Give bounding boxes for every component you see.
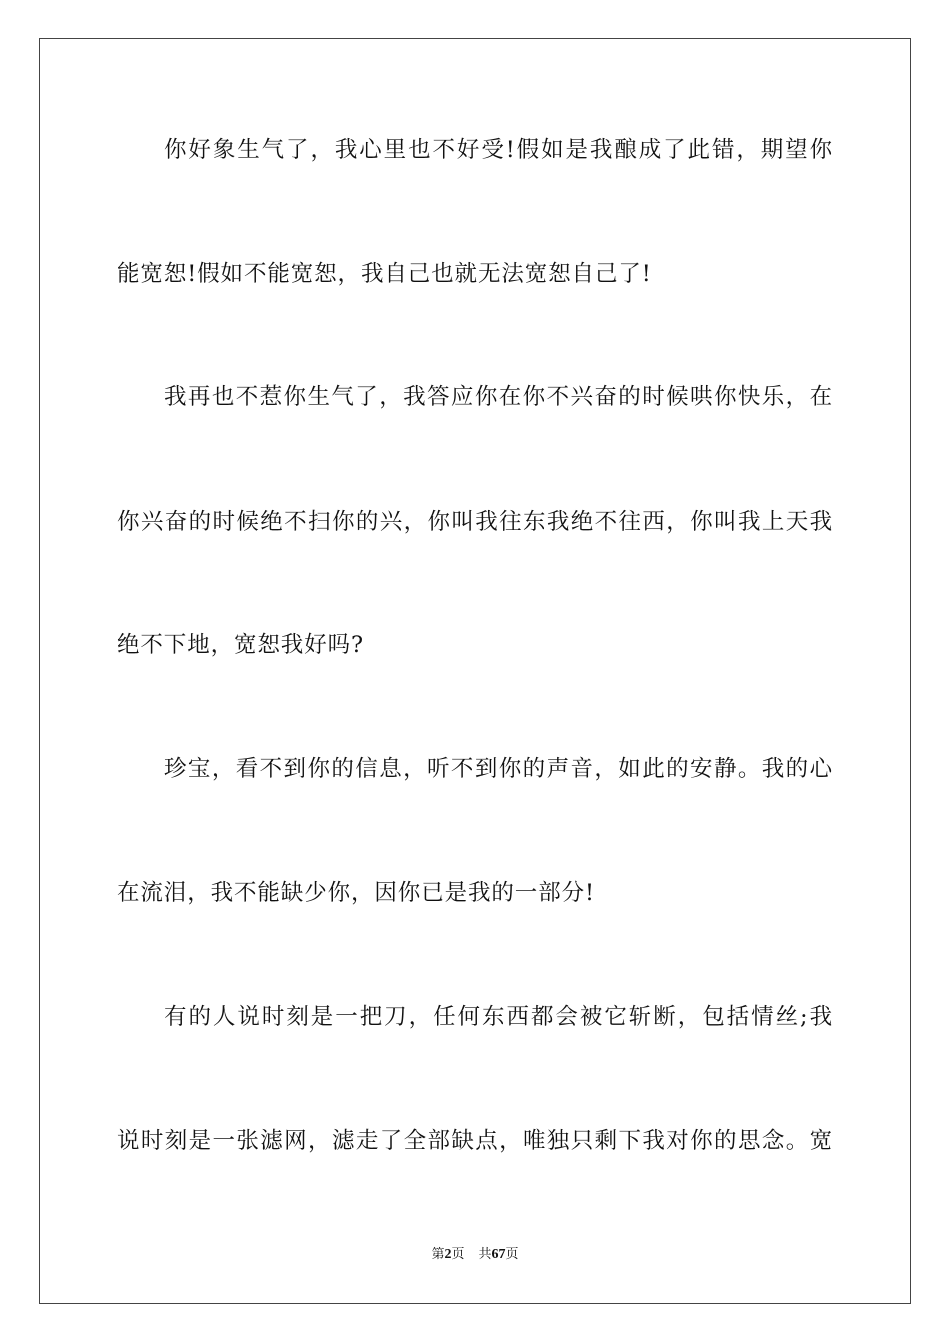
total-suffix: 页 xyxy=(505,1247,519,1262)
page-footer xyxy=(0,1246,950,1264)
paragraph-2-line-3: 绝不下地，宽恕我好吗? xyxy=(117,632,364,658)
paragraph-2-line-1: 我再也不惹你生气了，我答应你在你不兴奋的时候哄你快乐，在 xyxy=(164,384,833,410)
paragraph-2-line-2: 你兴奋的时候绝不扫你的兴，你叫我往东我绝不往西，你叫我上天我 xyxy=(117,509,833,535)
paragraph-4-line-1: 有的人说时刻是一把刀，任何东西都会被它斩断，包括情丝;我 xyxy=(164,1004,833,1030)
paragraph-3-line-2: 在流泪，我不能缺少你，因你已是我的一部分! xyxy=(117,880,595,906)
paragraph-1-line-1: 你好象生气了，我心里也不好受!假如是我酿成了此错，期望你 xyxy=(164,137,833,163)
total-prefix: 共 xyxy=(478,1247,492,1262)
paragraph-4-line-2: 说时刻是一张滤网，滤走了全部缺点，唯独只剩下我对你的思念。宽 xyxy=(117,1128,833,1154)
total-pages: 67 xyxy=(491,1247,506,1262)
paragraph-1-line-2: 能宽恕!假如不能宽恕，我自己也就无法宽恕自己了! xyxy=(117,261,652,287)
page-frame xyxy=(39,38,911,1304)
paragraph-3-line-1: 珍宝，看不到你的信息，听不到你的声音，如此的安静。我的心 xyxy=(164,756,833,782)
page-number: 2 xyxy=(444,1247,452,1262)
page-suffix: 页 xyxy=(451,1247,465,1262)
page-prefix: 第 xyxy=(431,1247,445,1262)
